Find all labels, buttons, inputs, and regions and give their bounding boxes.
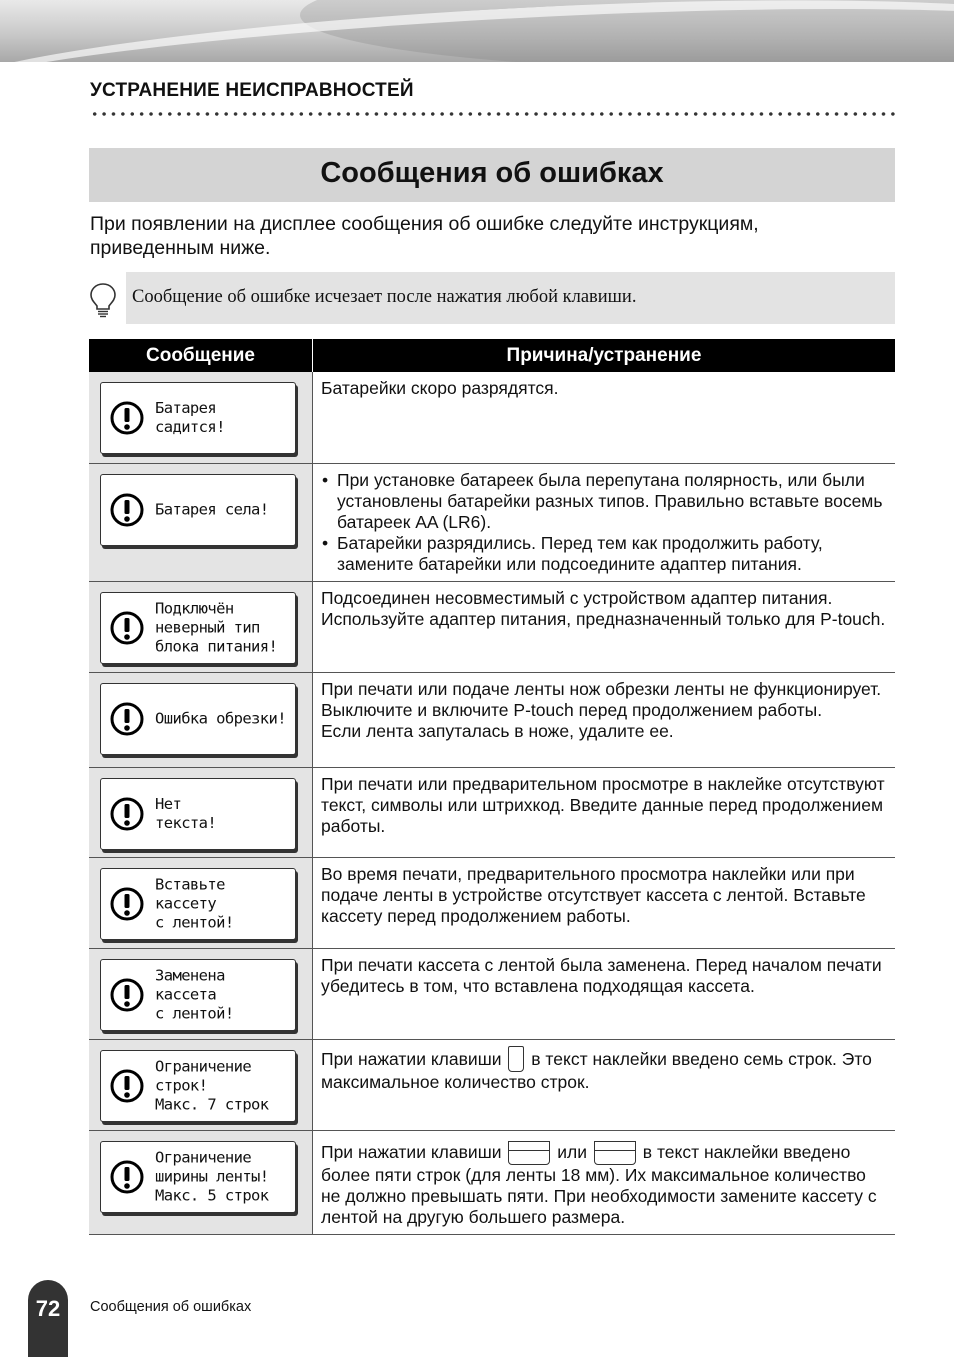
lcd-line: с лентой! [155,913,234,931]
header-cause: Причина/устранение [313,339,896,372]
cause-cell [313,1039,896,1130]
table-row [89,1039,895,1130]
cause-cell [313,581,896,672]
lcd-line: Подключён [155,599,234,617]
lcd-line: Макс. 7 строк [155,1095,269,1113]
cause-cell [313,1130,896,1234]
section-title: УСТРАНЕНИЕ НЕИСПРАВНОСТЕЙ [90,80,414,101]
list-item: • При установке батареек была перепутана полярность, или были установлены батарейки разных типов. Правильно вставьте восемь батареек AA (LR6). [337,470,889,533]
cause-bullets [321,470,889,575]
cause-text: Во время печати, предварительного просмотра наклейки или при подаче ленты в устройстве отсутствует кассета с лентой. Вставьте кассету перед продолжением работы. [321,863,866,926]
page-title: Сообщения об ошибках [89,148,895,202]
exclamation-icon [110,611,144,645]
symbol-key-icon [594,1141,636,1165]
lcd-line: кассета [155,985,217,1003]
header-band [0,0,954,62]
lcd-line: Заменена [155,966,225,984]
lcd-screen [100,868,296,940]
table-row [89,767,895,857]
table-row [89,581,895,672]
table-row [89,463,895,581]
lcd-line: блока питания! [155,637,278,655]
message-cell [89,672,313,767]
cause-cell [313,857,896,948]
lcd-line: неверный тип [155,618,260,636]
lcd-line: ширины ленты! [155,1167,269,1185]
cause-text: При нажатии клавиши [321,1141,502,1162]
lcd-screen [100,592,296,664]
lcd-screen [100,382,296,454]
cause-text: или [557,1141,588,1162]
message-cell [89,1130,313,1234]
exclamation-icon [110,1160,144,1194]
list-item: • Батарейки разрядились. Перед тем как продолжить работу, замените батарейки или подсоедините адаптер питания. [337,533,889,575]
lcd-line: строк! [155,1076,208,1094]
lcd-line: Ошибка обрезки! [155,709,286,727]
cause-cell [313,672,896,767]
cause-text: в текст наклейки введено семь строк. Это максимальное количество строк. [321,1048,872,1092]
lcd-line: Вставьте [155,875,225,893]
lcd-line: Макс. 5 строк [155,1186,269,1204]
exclamation-icon [110,702,144,736]
lcd-line: Ограничение [155,1057,252,1075]
footer-title: Сообщения об ошибках [90,1299,252,1315]
lcd-screen [100,683,296,755]
lcd-line: Батарея села! [155,500,269,518]
message-cell [89,857,313,948]
enter-key-icon [508,1046,524,1072]
table-header-row [89,339,895,372]
cause-cell [313,372,896,463]
page-number: 72 [28,1280,68,1357]
lcd-screen [100,959,296,1031]
lcd-line: Батарея [155,399,217,417]
message-cell [89,372,313,463]
lcd-line: текста! [155,813,217,832]
cause-cell [313,948,896,1039]
cause-text: Подсоединен несовместимый с устройством адаптер питания. Используйте адаптер питания, предназначенный только для P-touch. [321,587,886,629]
exclamation-icon [110,493,144,527]
lcd-screen [100,1050,296,1122]
dotted-divider [90,110,896,118]
lcd-line: с лентой! [155,1004,234,1022]
lcd-screen [100,474,296,546]
table-row [89,857,895,948]
cause-text: При печати или подаче ленты нож обрезки ленты не функционирует. Выключите и включите P-touch перед продолжением работы. [321,678,882,720]
header-swoosh [0,0,954,62]
lcd-line: кассету [155,894,217,912]
message-cell [89,463,313,581]
lcd-line: Нет [155,794,182,813]
message-cell [89,948,313,1039]
message-cell [89,767,313,857]
cause-cell [313,463,896,581]
exclamation-icon [110,978,144,1012]
cause-text: в текст наклейки введено более пяти строк (для ленты 18 мм). Их максимальное количество не должно превышать пяти. При необходимости замените кассету с лентой на другую большего размера. [321,1141,877,1227]
note-box: Сообщение об ошибке исчезает после нажатия любой клавиши. [126,272,895,324]
exclamation-icon [110,797,144,831]
message-cell [89,1039,313,1130]
lcd-line: Ограничение [155,1148,252,1166]
table-row [89,1130,895,1234]
table-row [89,948,895,1039]
cause-text: При нажатии клавиши [321,1048,502,1069]
message-cell [89,581,313,672]
cause-text: При печати кассета с лентой была заменена. Перед началом печати убедитесь в том, что вставлена подходящая кассета. [321,954,882,996]
table-row [89,672,895,767]
table-row [89,372,895,463]
lcd-screen [100,1141,296,1213]
exclamation-icon [110,1069,144,1103]
lightbulb-icon [88,282,118,318]
lcd-screen [100,778,296,850]
error-table [89,339,895,1235]
intro-text: При появлении на дисплее сообщения об ошибке следуйте инструкциям, приведенным ниже. [90,213,759,259]
header-message: Сообщение [89,339,313,372]
cause-text: Если лента запуталась в ноже, удалите ее. [321,720,674,741]
cause-text: При печати или предварительном просмотре в наклейке отсутствуют текст, символы или штрихкод. Введите данные перед продолжением работы. [321,773,885,836]
exclamation-icon [110,887,144,921]
lcd-line: садится! [155,418,225,436]
cause-cell [313,767,896,857]
barcode-key-icon [508,1141,550,1165]
cause-text: Батарейки скоро разрядятся. [321,378,559,398]
exclamation-icon [110,401,144,435]
